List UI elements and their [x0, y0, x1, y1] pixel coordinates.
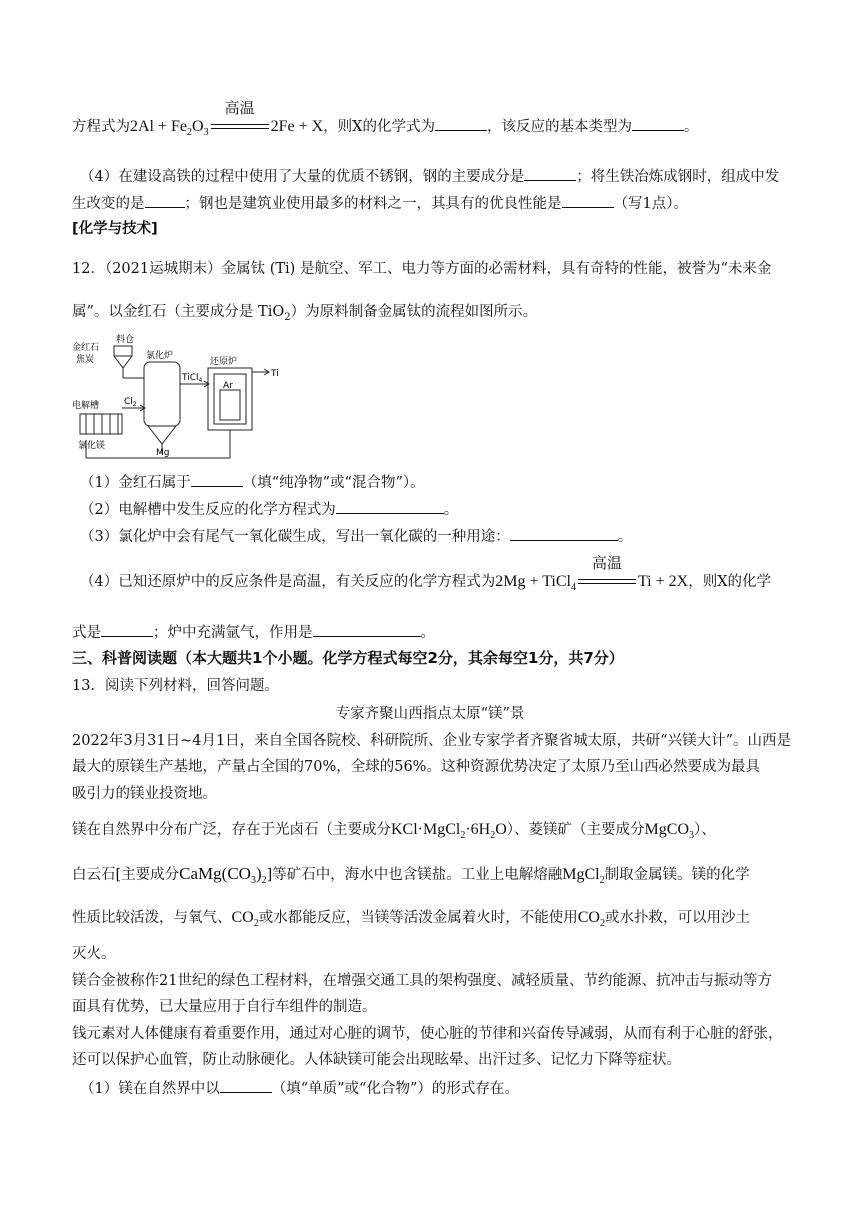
q12-sub4-line2: 式是 ；炉中充满氩气，作用是 。 [72, 622, 435, 643]
diagram-label: 金红石 [72, 343, 100, 353]
article-para2-l1: 镁在自然界中分布广泛，存在于光卤石（主要成分$KCl\cdot MgCl_2\cdot 6H_2O$）、菱镁矿（主要成分MgCO$_3$）、 [72, 821, 716, 841]
titanium-process-diagram [72, 332, 282, 462]
answer-blank[interactable] [510, 526, 618, 541]
diagram-label: 电解槽 [72, 401, 100, 411]
article-para4-l2: 还可以保护心血管，防止动脉硬化。人体缺镁可能会出现眩晕、出汗过多、记忆力下降等症状。 [72, 1052, 681, 1068]
q12-sub2: （2）电解槽中发生反应的化学方程式为 。 [80, 499, 458, 520]
high-temp-condition: 高温 [211, 122, 269, 132]
diagram-label: 料仓 [116, 335, 135, 345]
diagram-label: TiCl$_4$ [182, 373, 203, 384]
answer-blank[interactable] [524, 166, 576, 181]
article-title: 专家齐聚山西指点太原“镁”景 [335, 706, 525, 722]
answer-blank[interactable] [145, 193, 185, 208]
article-para2-l2: 白云石[主要成分$CaMg(CO_3)_2$]等矿石中，海水中也含镁盐。工业上电解熔融MgCl$_2$制取金属镁。镁的化学 [72, 864, 750, 886]
answer-blank[interactable] [632, 116, 684, 131]
section-heading-tech: [化学与技术] [72, 221, 158, 237]
diagram-label: 焦炭 [76, 355, 95, 365]
diagram-label: Ti [271, 369, 279, 379]
answer-blank[interactable] [336, 499, 444, 514]
answer-blank[interactable] [562, 193, 614, 208]
answer-blank[interactable] [220, 1078, 272, 1093]
equation-right: 2Fe + X [270, 118, 324, 135]
q11-equation-line: 方程式为$2Al + Fe_2O_3$ 高温 2Fe + X，则X的化学式为 ，该反应的基本类型为 。 [72, 99, 699, 138]
answer-blank[interactable] [435, 116, 487, 131]
article-para3-l1: 镁合金被称作21世纪的绿色工程材料，在增强交通工具的架构强度、减轻质量、节约能源、抗冲击与振动等方 [72, 973, 772, 989]
diagram-label: Mg [156, 448, 170, 458]
article-para1-l1: 2022年3月31日~4月1日，来自全国各院校、科研院所、企业专家学者齐聚省城太原，共研“兴镁大计”。山西是 [72, 733, 791, 749]
high-temp-condition: 高温 [578, 577, 636, 587]
q11-part4-line1: （4）在建设高铁的过程中使用了大量的优质不锈钢，钢的主要成分是 ；将生铁冶炼成钢时，组成中发 [80, 166, 779, 187]
equation-left: $2Al + Fe_2O_3$ [130, 118, 209, 138]
q12-sub1: （1）金红石属于 （填“纯净物”或“混合物”）。 [80, 472, 425, 493]
diagram-label: 氯化镁 [78, 441, 106, 451]
q12-stem-line1: 12．（2021运城期末）金属钛 (Ti) 是航空、军工、电力等方面的必需材料，具有奇特的性能，被誉为“未来金 [72, 261, 772, 277]
diagram-label: 还原炉 [210, 357, 238, 367]
answer-blank[interactable] [101, 622, 153, 637]
article-para1-l3: 吸引力的镁业投资地。 [72, 786, 217, 802]
q13-sub1: （1）镁在自然界中以 （填“单质”或“化合物”）的形式存在。 [80, 1078, 519, 1099]
q11-part4-line2: 生改变的是 ；钢也是建筑业使用最多的材料之一，其具有的优良性能是 （写1点）。 [72, 193, 688, 214]
section-heading-3: 三、科普阅读题（本大题共1个小题。化学方程式每空2分，其余每空1分，共7分） [72, 649, 624, 667]
article-para1-l2: 最大的原镁生产基地，产量占全国的70%，全球的56%。这种资源优势决定了太原乃至山西必然要成为最具 [72, 759, 760, 775]
answer-blank[interactable] [191, 472, 243, 487]
article-para4-l1: 钱元素对人体健康有着重要作用，通过对心脏的调节，使心脏的节律和兴奋传导减弱，从而有利于心脏的舒张， [72, 1026, 783, 1042]
q12-sub3: （3）氯化炉中会有尾气一氧化碳生成，写出一氧化碳的一种用途： 。 [80, 526, 632, 547]
q12-stem-line2: 属”。以金红石（主要成分是 TiO$_2$）为原料制备金属钛的流程如图所示。 [72, 304, 538, 323]
diagram-label: 氯化炉 [146, 351, 174, 361]
answer-blank[interactable] [313, 622, 421, 637]
diagram-label: Ar [223, 381, 233, 391]
q13-intro: 13．阅读下列材料，回答问题。 [72, 678, 279, 694]
article-para3-l2: 面具有优势，已大量应用于自行车组件的制造。 [72, 999, 377, 1015]
diagram-label: $Cl_2$ [124, 397, 137, 408]
q12-sub4-line1: （4）已知还原炉中的反应条件是高温，有关反应的化学方程式为2Mg + TiCl$_4$ 高温 Ti + 2X，则X的化学 [80, 554, 772, 593]
article-para2-l4: 灭火。 [72, 946, 116, 962]
article-para2-l3: 性质比较活泼，与氧气、$CO_2$或水都能反应，当镁等活泼金属着火时，不能使用$CO_2$或水扑救，可以用沙土 [72, 909, 750, 929]
